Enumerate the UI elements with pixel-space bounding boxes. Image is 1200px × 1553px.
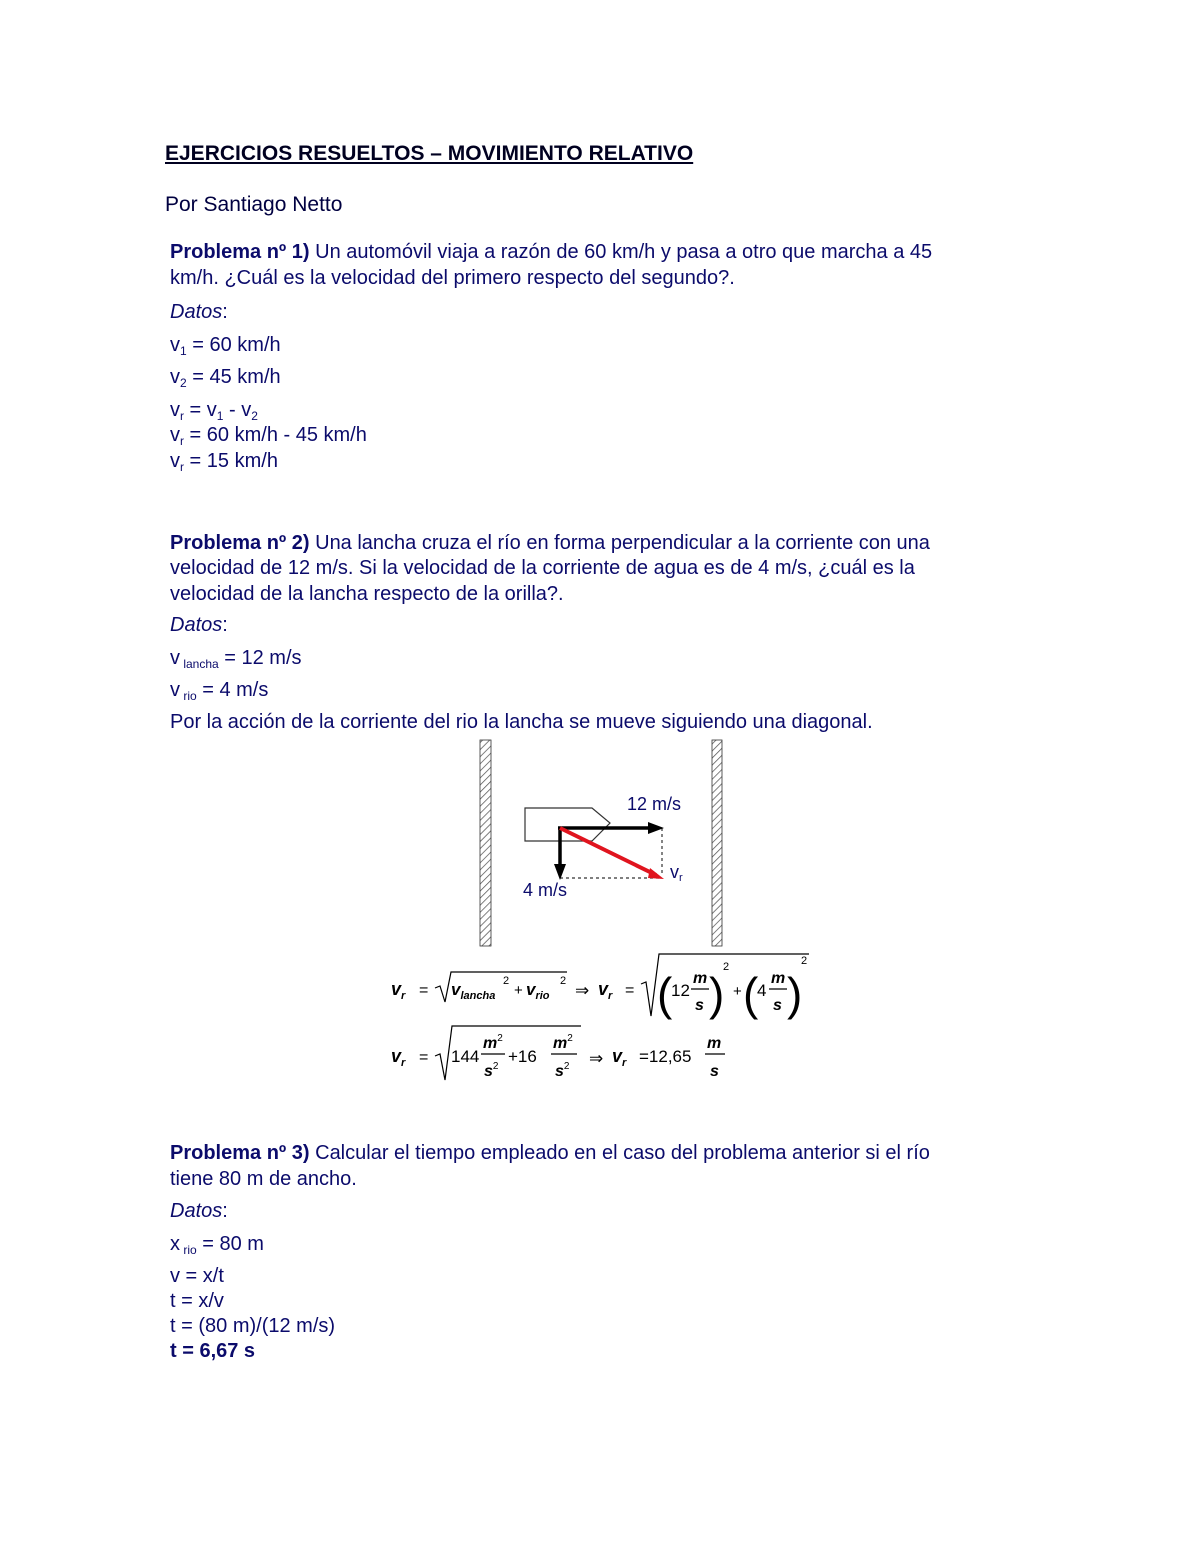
problem-2-diagonal-text: Por la acción de la corriente del rio la lancha se mueve siguiendo una diagonal. <box>170 711 873 733</box>
equation-2 <box>385 1022 745 1084</box>
problem-1-substitution: $v_r = 60$ km/h - 45 km/h <box>170 424 367 448</box>
problem-2-data-vlancha: v $_{lancha}$ = 12 m/s <box>170 647 302 671</box>
svg-text:s: s <box>773 997 782 1014</box>
svg-text:vr: $v_r$ <box>598 979 613 1002</box>
svg-text:vrio: $v_{rio}$ <box>526 980 550 1002</box>
svg-text:m2: $m^2$ <box>483 1033 503 1052</box>
problem-1-statement-line-1: Problema nº 1) Un automóvil viaja a razón de 60 km/h y pasa a otro que marcha a 45 <box>170 241 933 263</box>
svg-text:+: + <box>514 982 523 999</box>
svg-text:s2: $s^2$ <box>555 1061 570 1080</box>
problem-3-result: t = 6,67 s <box>170 1340 256 1362</box>
problem-1-data-v1: $v_1 = 60$ km/h <box>170 334 281 358</box>
svg-text:⇒: ⇒ <box>575 981 590 1000</box>
problem-1-statement-line-2: km/h. ¿Cuál es la velocidad del primero respecto del segundo?. <box>170 267 735 289</box>
resultant-arrowhead <box>648 868 664 879</box>
problem-2-label: Problema nº 2) <box>170 532 310 554</box>
svg-text:⇒: ⇒ <box>589 1049 604 1068</box>
svg-text:+: + <box>733 983 742 1000</box>
svg-text:): ) <box>787 968 803 1020</box>
svg-text:s: s <box>710 1063 719 1080</box>
document-title: EJERCICIOS RESUELTOS – MOVIMIENTO RELATIVO <box>165 142 694 165</box>
svg-text:vlancha: $v_{lancha}$ <box>451 980 496 1002</box>
problem-1-formula: $v_r = v_1 - v_2$ <box>170 399 258 423</box>
velocity-4-arrowhead <box>554 864 566 880</box>
problem-1-datos: Datos: <box>170 301 228 323</box>
svg-text:m: m <box>707 1035 722 1052</box>
right-riverbank <box>712 740 722 946</box>
label-12-ms: 12 m/s <box>627 794 682 814</box>
problem-3-formula-v: v = x/t <box>170 1265 224 1287</box>
svg-text:=12,65: =12,65 <box>639 1047 692 1066</box>
label-vr: vr <box>670 862 683 884</box>
svg-text:s: s <box>695 997 704 1014</box>
svg-text:m: m <box>771 970 786 987</box>
velocity-12-arrowhead <box>648 822 664 834</box>
problem-1-label: Problema nº 1) <box>170 241 310 263</box>
svg-text:2: 2 <box>723 961 730 973</box>
svg-text:(: ( <box>657 968 673 1020</box>
svg-text:+16: +16 <box>508 1047 537 1066</box>
svg-text:2: 2 <box>801 955 808 967</box>
svg-text:12: 12 <box>671 981 690 1000</box>
problem-3-statement-line-1: Problema nº 3) Calcular el tiempo empleado en el caso del problema anterior si el río <box>170 1142 930 1164</box>
svg-text:m2: $m^2$ <box>553 1033 573 1052</box>
svg-text:=: = <box>419 1049 429 1066</box>
svg-text:vr: $v_r$ <box>391 979 406 1002</box>
label-4-ms: 4 m/s <box>523 880 568 900</box>
problem-3-data-xrio: x $_{rio}$ = 80 m <box>170 1233 264 1257</box>
problem-3-statement-line-2: tiene 80 m de ancho. <box>170 1168 357 1190</box>
problem-3-formula-t: t = x/v <box>170 1290 224 1312</box>
resultant-velocity-arrow <box>560 828 656 875</box>
svg-text:2: 2 <box>503 975 510 987</box>
problem-2-statement-line-3: velocidad de la lancha respecto de la orilla?. <box>170 583 564 605</box>
boat-outline <box>525 808 610 841</box>
problem-3-label: Problema nº 3) <box>170 1142 310 1164</box>
svg-text:vr: $v_r$ <box>391 1046 406 1069</box>
problem-2-statement-line-2: velocidad de 12 m/s. Si la velocidad de la corriente de agua es de 4 m/s, ¿cuál es la <box>170 557 915 579</box>
svg-text:4: 4 <box>757 981 767 1000</box>
problem-2-data-vrio: v $_{rio}$ = 4 m/s <box>170 679 269 703</box>
problem-1-result: $v_r = 15$ km/h <box>170 450 278 474</box>
svg-text:=: = <box>625 982 635 999</box>
problem-2-statement-line-1: Problema nº 2) Una lancha cruza el río en forma perpendicular a la corriente con una <box>170 532 930 554</box>
svg-text:): ) <box>709 968 725 1020</box>
svg-text:s2: $s^2$ <box>484 1061 499 1080</box>
left-riverbank <box>480 740 491 946</box>
problem-1-data-v2: $v_2 = 45$ km/h <box>170 366 281 390</box>
svg-text:144: 144 <box>451 1047 480 1066</box>
svg-text:m: m <box>693 970 708 987</box>
problem-3-substitution: t = (80 m)/(12 m/s) <box>170 1315 336 1337</box>
problem-3-datos: Datos: <box>170 1200 228 1222</box>
svg-text:=: = <box>419 982 429 999</box>
author-line: Por Santiago Netto <box>165 193 343 216</box>
svg-text:(: ( <box>743 968 759 1020</box>
river-boat-diagram <box>470 738 740 948</box>
equation-1 <box>385 950 825 1022</box>
svg-text:vr: $v_r$ <box>612 1046 627 1069</box>
problem-2-datos: Datos: <box>170 614 228 636</box>
svg-text:2: 2 <box>560 975 567 987</box>
